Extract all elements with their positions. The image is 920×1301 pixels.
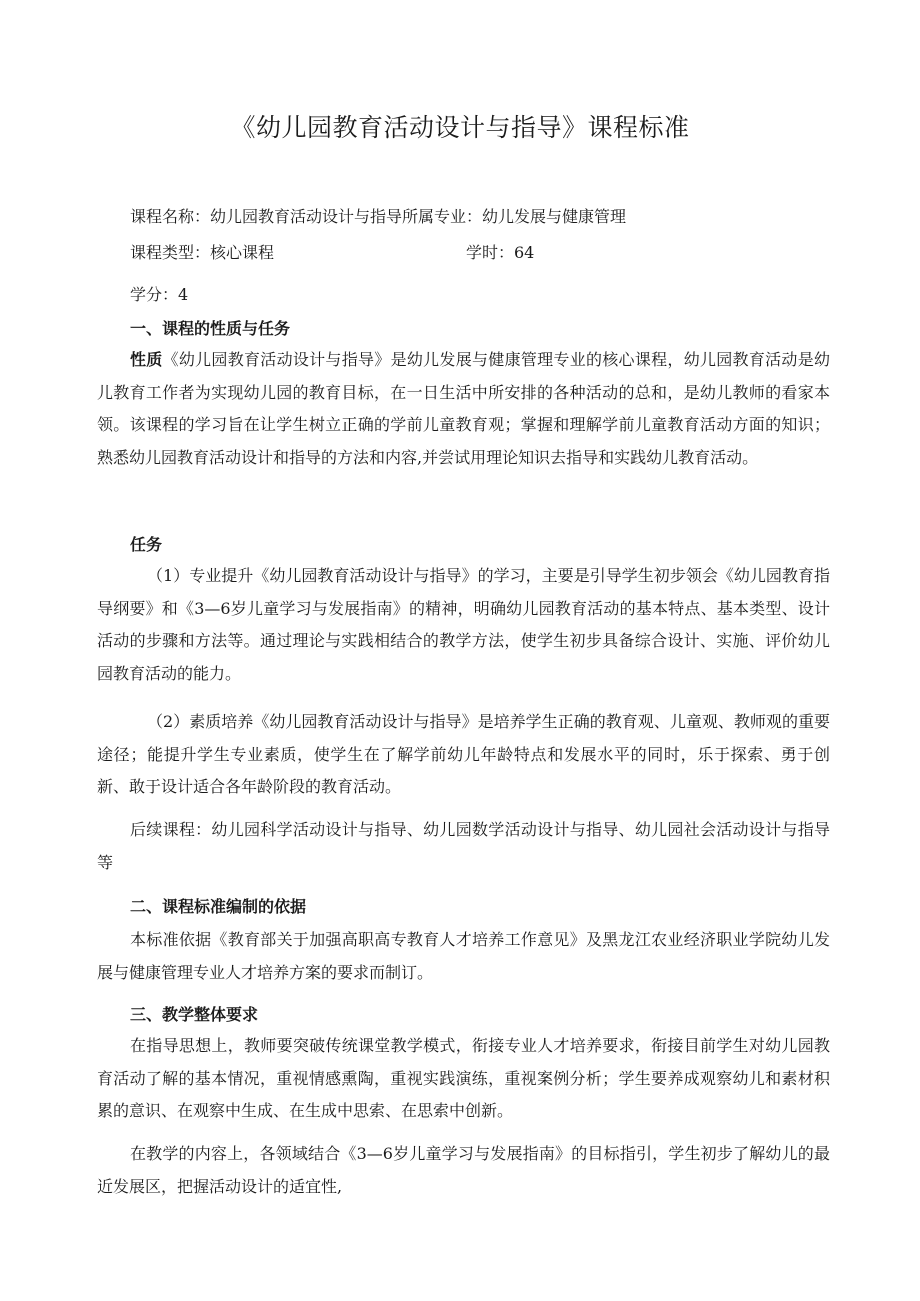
task-label: 任务 [130,535,163,554]
task2-paragraph: （2）素质培养《幼儿园教育活动设计与指导》是培养学生正确的教育观、儿童观、教师观的重要途径；能提升学生专业素质，使学生在了解学前幼儿年龄特点和发展水平的同时，乐于探索、勇于创新、敢于设计适合各年龄阶段的教育活动。 [97,712,830,796]
section3-heading: 三、教学整体要求 [130,1005,259,1024]
task1-paragraph: （1）专业提升《幼儿园教育活动设计与指导》的学习，主要是引导学生初步领会《幼儿园教育指导纲要》和《3—6岁儿童学习与发展指南》的精神，明确幼儿园教育活动的基本特点、基本类型、设计活动的步骤和方法等。通过理论与实践相结合的教学方法，使学生初步具备综合设计、实施、评价幼儿园教育活动的能力。 [97,566,830,683]
nature-text: 《幼儿园教育活动设计与指导》是幼儿发展与健康管理专业的核心课程，幼儿园教育活动是幼儿教育工作者为实现幼儿园的教育目标，在一日生活中所安排的各种活动的总和，是幼儿教师的看家本领。该课程的学习旨在让学生树立正确的学前儿童教育观；掌握和理解学前儿童教育活动方面的知识；熟悉幼儿园教育活动设计和指导的方法和内容,并尝试用理论知识去指导和实践幼儿教育活动。 [97,350,830,467]
course-name-line: 课程名称：幼儿园教育活动设计与指导所属专业：幼儿发展与健康管理 [130,207,627,226]
section3-paragraph1: 在指导思想上，教师要突破传统课堂教学模式，衔接专业人才培养要求，衔接目前学生对幼儿园教育活动了解的基本情况，重视情感熏陶，重视实践演练，重视案例分析；学生要养成观察幼儿和素材积累的意识、在观察中生成、在生成中思索、在思索中创新。 [97,1036,830,1120]
follow-up-paragraph: 后续课程：幼儿园科学活动设计与指导、幼儿园数学活动设计与指导、幼儿园社会活动设计与指导等 [97,820,830,872]
nature-paragraph [97,344,830,474]
section2-paragraph: 本标准依据《教育部关于加强高职高专教育人才培养工作意见》及黑龙江农业经济职业学院幼儿发展与健康管理专业人才培养方案的要求而制订。 [97,930,830,982]
course-type: 课程类型：核心课程 [130,243,275,262]
nature-label: 性质 [130,350,163,369]
course-hours: 学时：64 [466,243,535,262]
document-title: 《幼儿园教育活动设计与指导》课程标准 [230,113,690,142]
section3-paragraph2: 在教学的内容上，各领域结合《3—6岁儿童学习与发展指南》的目标指引，学生初步了解幼儿的最近发展区，把握活动设计的适宜性, [97,1144,830,1196]
section1-heading: 一、课程的性质与任务 [130,319,291,338]
section2-heading: 二、课程标准编制的依据 [130,897,307,916]
course-credits: 学分：4 [130,285,189,304]
